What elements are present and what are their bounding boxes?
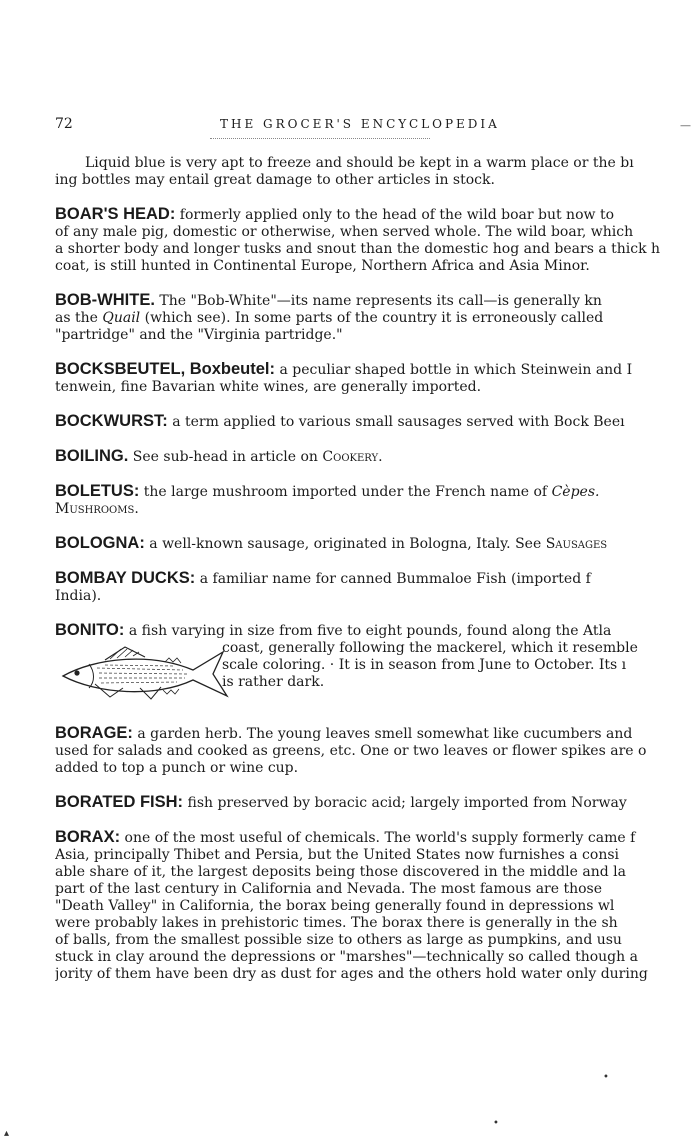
entry-term: BONITO: [55,621,125,639]
entry-term: BOB-WHITE. [55,291,155,309]
entry-term: BORAGE: [55,724,133,742]
corner-mark: — [680,119,691,132]
entry-bocksbeutel: BOCKSBEUTEL, Boxbeutel: a peculiar shaped bottle in which Steinwein and I tenwein, fine Bavarian white wines, are generally imported. [55,360,633,395]
entry-bologna: BOLOGNA: a well-known sausage, originated in Bologna, Italy. See Sausages [55,534,608,552]
cross-reference: Mushrooms. [55,501,139,517]
entry-term: BOAR'S HEAD: [55,205,176,223]
entry-bockwurst: BOCKWURST: a term applied to various small sausages served with Bock Beeı [55,412,625,430]
intro-paragraph: Liquid blue is very apt to freeze and should be kept in a warm place or the bı ing bottles may entail great damage to other articles in stock. [55,155,634,188]
ink-speck: • [493,1118,499,1129]
ink-speck: • [603,1072,609,1083]
page-number: 72 [55,116,73,132]
entry-term: BOLETUS: [55,482,140,500]
page-body [55,155,700,1000]
entry-bob-white: BOB-WHITE. The "Bob-White"—its name represents its call—is generally kn as the Quail (which see). In some parts of the country it is erroneously called "partridge" and the "Virginia partridge." [55,291,604,343]
entry-term: BORATED FISH: [55,793,184,811]
page-header [55,116,655,136]
entry-bonito: BONITO: a fish varying in size from five to eight pounds, found along the Atla coast, generally following the mackerel, which it resemble scale coloring. · It is in season from June to October. Its ı is rather dark. [55,622,700,708]
entry-term: BORAX: [55,828,121,846]
entry-borated-fish: BORATED FISH: fish preserved by boracic acid; largely imported from Norway [55,793,627,811]
running-title: THE GROCER'S ENCYCLOPEDIA [220,117,500,131]
bonito-fish-illustration [55,644,230,704]
entry-borax: BORAX: one of the most useful of chemicals. The world's supply formerly came f Asia, principally Thibet and Persia, but the United States now furnishes a consi able share of it, the largest deposits being those discovered in the middle and la part of the last century in California and Nevada. The most famous are those "Death Valley" in California, the borax being generally found in depressions wl were probably lakes in prehistoric times. The borax there is generally in the sh of balls, from the smallest possible size to others as large as pumpkins, and usu stuck in clay around the depressions or "marshes"—technically so called though a jority of them have been dry as dust for ages and the others hold water only during [55,828,648,982]
entry-bombay-ducks: BOMBAY DUCKS: a familiar name for canned Bummaloe Fish (imported f India). [55,569,591,604]
entry-boletus: BOLETUS: the large mushroom imported under the French name of Cèpes. Mushrooms. [55,483,700,518]
entry-term: BOCKSBEUTEL, Boxbeutel: [55,360,276,378]
entry-term: BOCKWURST: [55,412,168,430]
entry-term: BOLOGNA: [55,534,145,552]
entry-boiling: BOILING. See sub-head in article on Cookery. [55,447,383,465]
header-rule [210,138,430,139]
cross-reference: Sausages [545,536,608,552]
entry-term: BOILING. [55,447,129,465]
entry-term: BOMBAY DUCKS: [55,569,196,587]
cross-reference: Cookery. [322,449,383,465]
ink-speck: ▴ [4,1128,10,1139]
entry-borage: BORAGE: a garden herb. The young leaves smell somewhat like cucumbers and used for salads and cooked as greens, etc. One or two leaves or flower spikes are o added to top a punch or wine cup. [55,724,647,776]
entry-boars-head: BOAR'S HEAD: formerly applied only to the head of the wild boar but now to of any male pig, domestic or otherwise, when served whole. The wild boar, which a shorter body and longer tusks and snout than the domestic hog and bears a thick h coat, is still hunted in Continental Europe, Northern Africa and Asia Minor. [55,205,661,274]
